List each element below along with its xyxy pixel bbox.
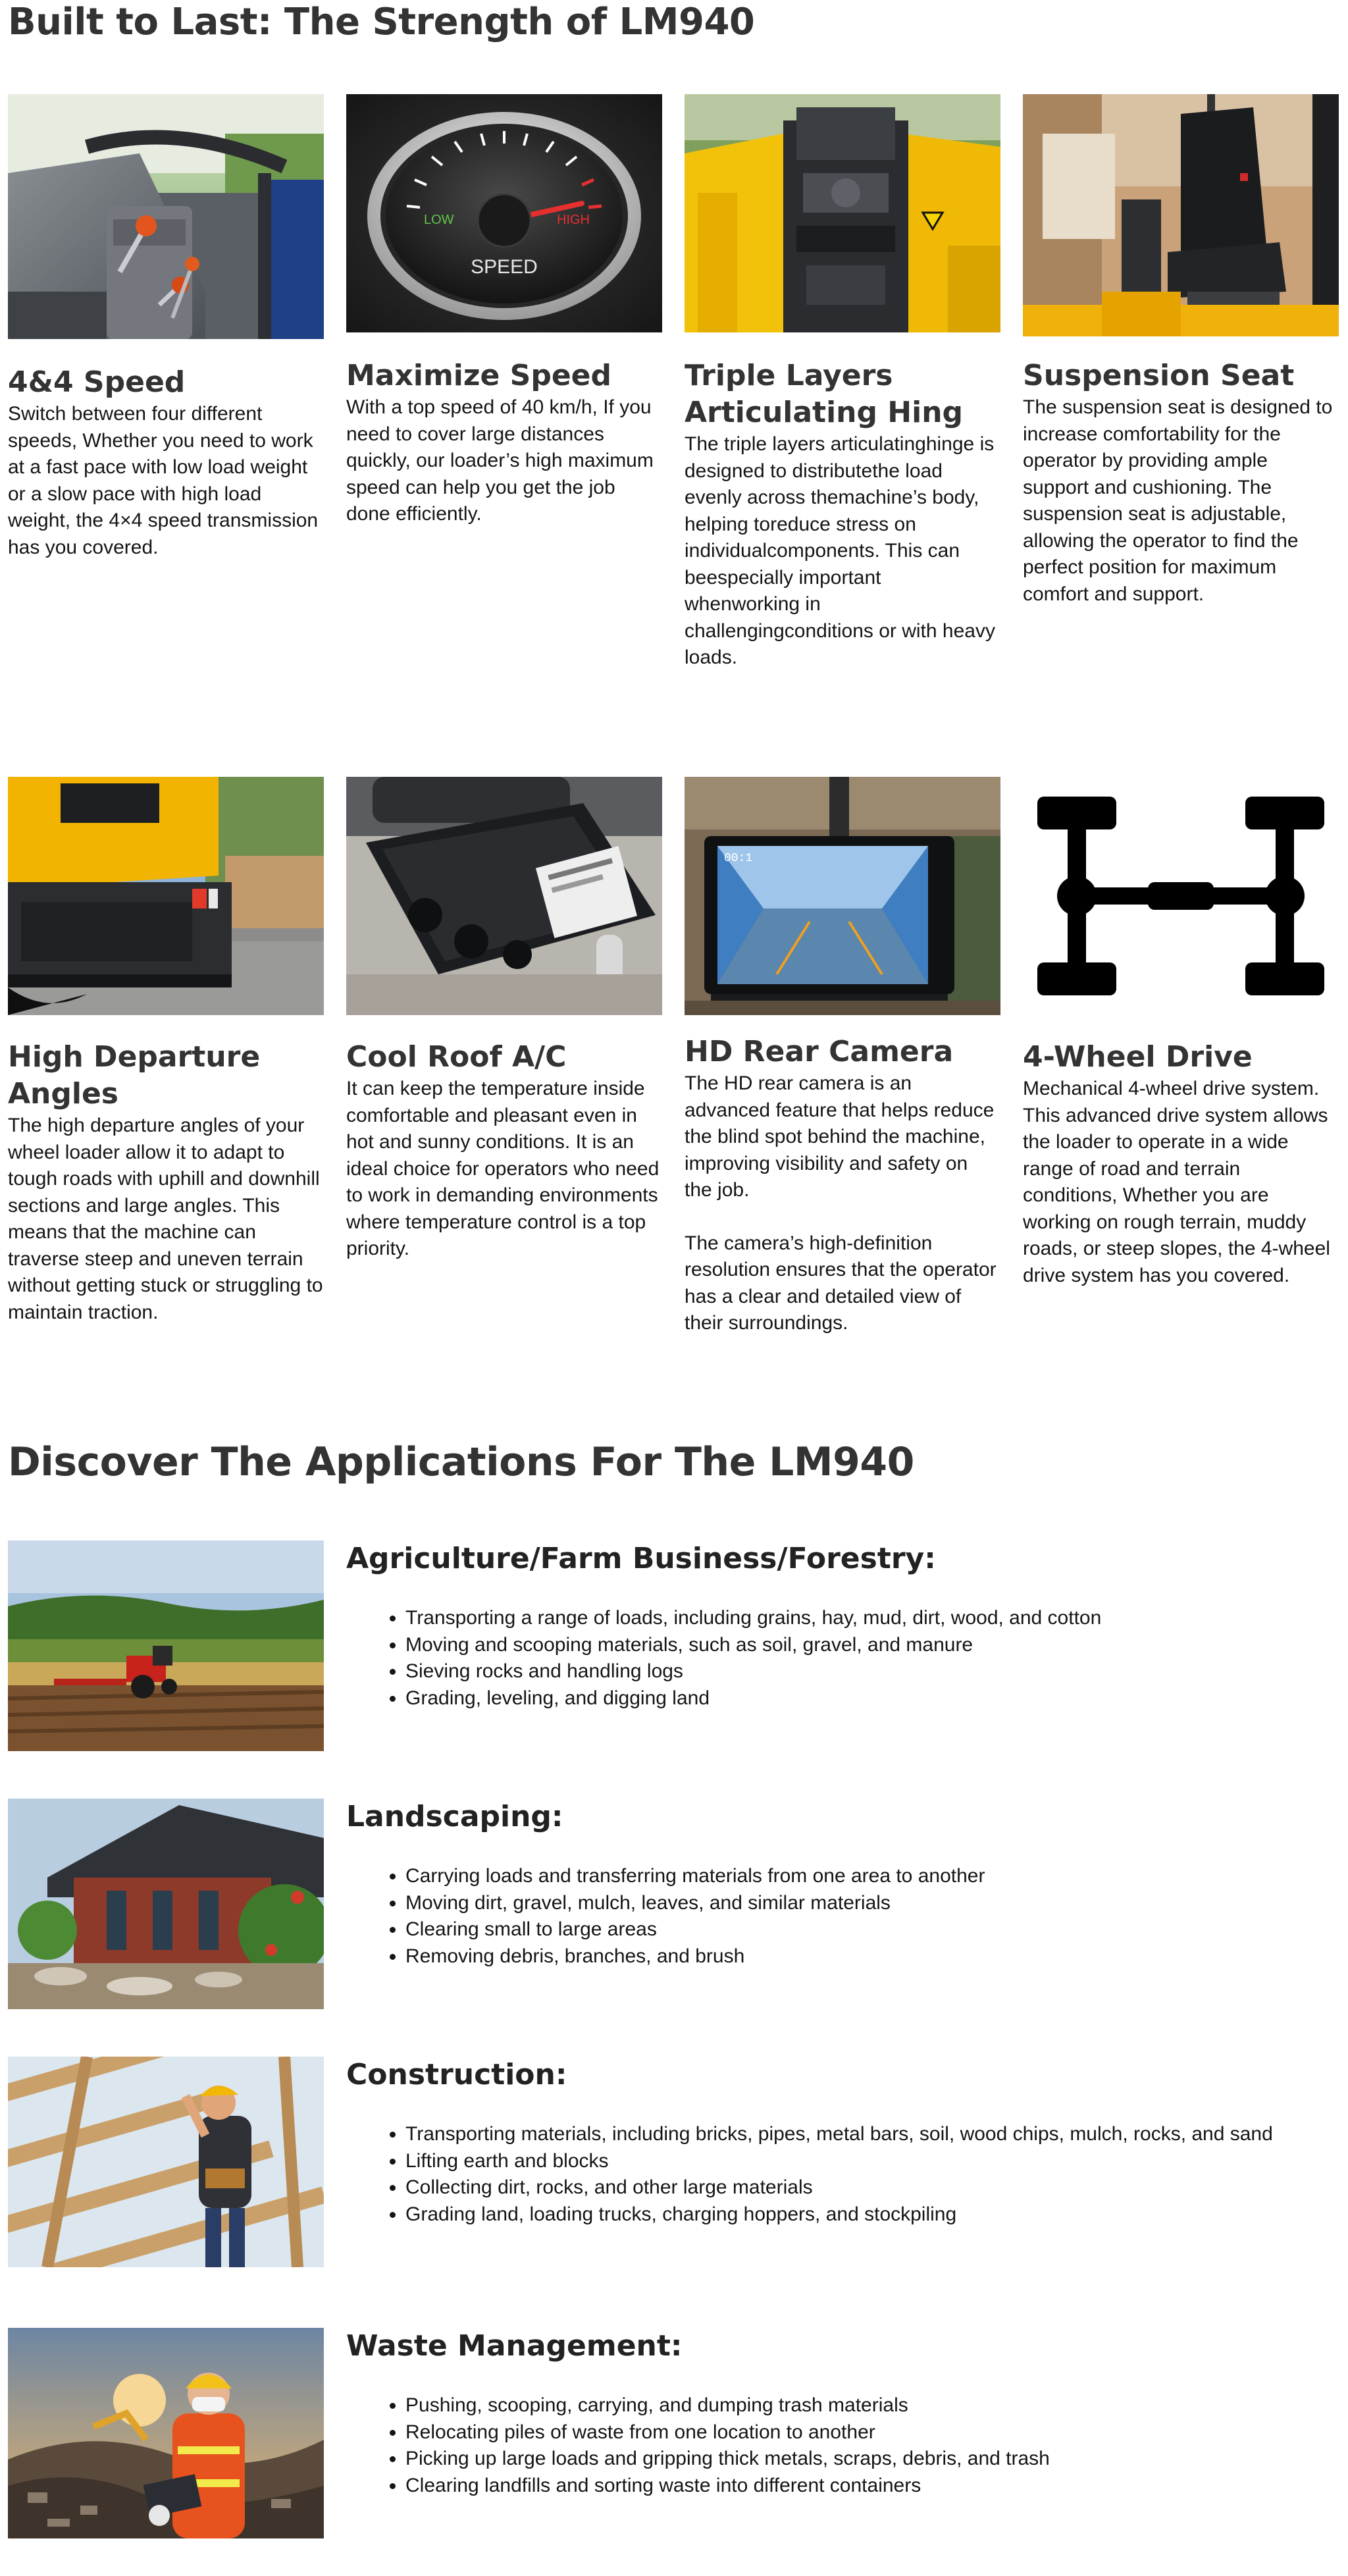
application-list: [346, 2121, 1294, 2228]
feature-title: Triple Layers Articulating Hing: [685, 359, 964, 429]
feature-title: Suspension Seat: [1023, 359, 1295, 392]
feature-title: Maximize Speed: [346, 359, 612, 392]
suspension-seat-image: [1023, 94, 1339, 336]
feature-title: 4&4 Speed: [8, 365, 186, 399]
feature-card-articulating-hinge: [685, 94, 1000, 671]
gauge-speed-label: SPEED: [471, 256, 538, 278]
application-waste-management: [8, 2328, 1340, 2538]
feature-card-speed-gears: [8, 94, 324, 561]
list-item: • Clearing small to large areas: [405, 1916, 1294, 1943]
feature-card-hd-rear-camera: [685, 777, 1000, 1337]
waste-site-worker-image: [8, 2328, 324, 2538]
list-item: • Picking up large loads and gripping thick metals, scraps, debris, and trash: [405, 2446, 1294, 2473]
list-item: • Collecting dirt, rocks, and other large materials: [405, 2174, 1294, 2201]
list-item: • Pushing, scooping, carrying, and dumping trash materials: [405, 2392, 1294, 2419]
list-item: • Relocating piles of waste from one location to another: [405, 2419, 1294, 2446]
feature-card-departure-angles: [8, 777, 324, 1326]
feature-title: High Departure Angles: [8, 1040, 261, 1111]
feature-description: It can keep the temperature inside comfortable and pleasant even in hot and sunny conditions. It is an ideal choice for operators who need to work in demanding environments where temperature control is a top priority.: [346, 1078, 660, 1259]
feature-description: Mechanical 4-wheel drive system. This advanced drive system allows the loader to operate in a wide range of road and terrain conditions, Whether you are working on rough terrain, muddy roads, or steep slopes, the 4-wheel drive system has you covered.: [1023, 1078, 1330, 1286]
feature-card-suspension-seat: [1023, 94, 1339, 608]
feature-description: Switch between four different speeds, Whether you need to work at a fast pace with low load weight or a slow pace with high load weight, the 4×4 speed transmission has you covered.: [8, 403, 319, 558]
feature-description: The triple layers articulatinghinge is designed to distributethe load evenly across themachine’s body, helping toreduce stress on individualcomponents. This can beespecially important whenworking in challengingconditions or with heavy loads.: [685, 433, 995, 668]
camera-timestamp: 00:1: [724, 852, 753, 865]
air-conditioner-unit-image: [346, 777, 662, 1015]
list-item: • Transporting a range of loads, including grains, hay, mud, dirt, wood, and cotton: [405, 1605, 1294, 1632]
loader-rear-image: [8, 777, 324, 1015]
tractor-field-image: [8, 1540, 324, 1751]
feature-card-maximize-speed: [346, 94, 662, 528]
speedometer-image: [346, 94, 662, 332]
feature-title: 4-Wheel Drive: [1023, 1040, 1253, 1074]
section-title-applications: Discover The Applications For The LM940: [8, 1439, 914, 1485]
list-item: • Clearing landfills and sorting waste into different containers: [405, 2473, 1294, 2500]
four-wheel-drive-icon: [1023, 777, 1339, 1015]
list-item: • Removing debris, branches, and brush: [405, 1943, 1294, 1970]
feature-description: The high departure angles of your wheel loader allow it to adapt to tough roads with uphill and downhill sections and large angles. This means that the machine can traverse steep and uneven terrain without getting stuck or struggling to maintain traction.: [8, 1115, 323, 1323]
list-item: • Grading, leveling, and digging land: [405, 1685, 1294, 1712]
articulating-hinge-image: [685, 94, 1000, 332]
application-construction: [8, 2057, 1340, 2267]
construction-worker-image: [8, 2057, 324, 2267]
list-item: • Lifting earth and blocks: [405, 2148, 1294, 2175]
application-list: [346, 2392, 1294, 2499]
list-item: • Transporting materials, including bricks, pipes, metal bars, soil, wood chips, mulch, rocks, and sand: [405, 2121, 1294, 2148]
application-title: Agriculture/Farm Business/Forestry:: [346, 1542, 936, 1575]
feature-card-four-wheel-drive: [1023, 777, 1339, 1289]
list-item: • Grading land, loading trucks, charging hoppers, and stockpiling: [405, 2201, 1294, 2228]
feature-title: HD Rear Camera: [685, 1035, 954, 1068]
cab-gear-levers-image: [8, 94, 324, 339]
feature-description: The camera’s high-definition resolution ensures that the operator has a clear and detailed view of their surroundings.: [685, 1232, 997, 1334]
feature-description: The HD rear camera is an advanced feature that helps reduce the blind spot behind the machine, improving visibility and safety on the job.: [685, 1072, 995, 1201]
feature-description: With a top speed of 40 km/h, If you need to cover large distances quickly, our loader’s high maximum speed can help you get the job done efficiently.: [346, 396, 654, 525]
gauge-high-label: HIGH: [557, 213, 590, 227]
rear-camera-monitor-image: [685, 777, 1000, 1015]
gauge-low-label: LOW: [424, 213, 454, 227]
feature-description: The suspension seat is designed to increase comfortability for the operator by providing ample support and cushioning. The suspension seat is adjustable, allowing the operator to find the perfect position for maximum comfort and support.: [1023, 396, 1333, 605]
application-agriculture: [8, 1540, 1340, 1751]
application-list: [346, 1605, 1294, 1712]
application-title: Construction:: [346, 2058, 567, 2091]
landscaped-house-image: [8, 1799, 324, 2009]
application-landscaping: [8, 1799, 1340, 2009]
section-title-built-to-last: Built to Last: The Strength of LM940: [8, 1, 755, 43]
feature-title: Cool Roof A/C: [346, 1040, 567, 1074]
list-item: • Carrying loads and transferring materials from one area to another: [405, 1863, 1294, 1890]
application-list: [346, 1863, 1294, 1970]
list-item: • Moving and scooping materials, such as soil, gravel, and manure: [405, 1632, 1294, 1659]
application-title: Waste Management:: [346, 2329, 683, 2363]
list-item: • Sieving rocks and handling logs: [405, 1658, 1294, 1685]
application-title: Landscaping:: [346, 1800, 563, 1833]
feature-card-cool-roof-ac: [346, 777, 662, 1263]
list-item: • Moving dirt, gravel, mulch, leaves, and similar materials: [405, 1890, 1294, 1917]
